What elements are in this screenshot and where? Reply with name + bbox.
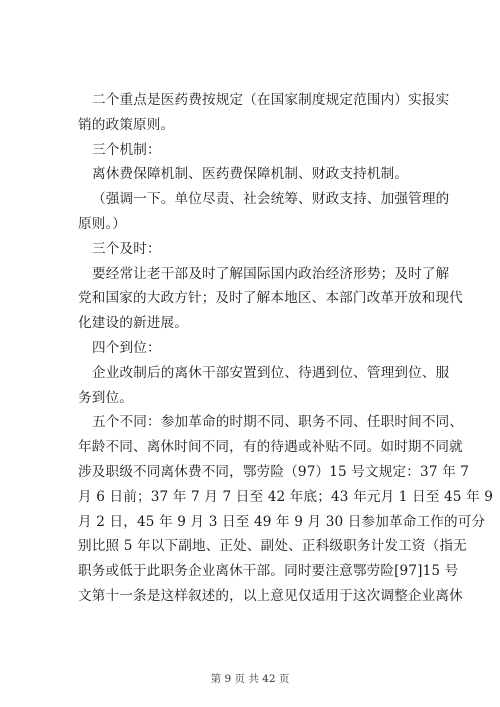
text-line: 月 2 日，45 年 9 月 3 日至 49 年 9 月 30 日参加革命工作的可分 bbox=[78, 513, 486, 530]
text-line: 月 6 日前；37 年 7 月 7 日至 42 年底；43 年元月 1 日至 45 年 9 bbox=[78, 488, 494, 505]
text-line: 原则。） bbox=[78, 215, 127, 232]
text-line: 要经常让老干部及时了解国际国内政治经济形势；及时了解 bbox=[92, 265, 450, 282]
text-line: 文第十一条是这样叙述的，以上意见仅适用于这次调整企业离休 bbox=[78, 587, 463, 604]
text-line: 四个到位： bbox=[92, 339, 161, 356]
text-line: 务到位。 bbox=[78, 389, 133, 406]
document-body bbox=[78, 88, 494, 609]
text-line: 销的政策原则。 bbox=[78, 116, 175, 133]
text-line: 五个不同：参加革命的时期不同、职务不同、任职时间不同、 bbox=[92, 414, 464, 431]
text-line: 三个及时： bbox=[92, 240, 161, 257]
text-line: 二个重点是医药费按规定（在国家制度规定范围内）实报实 bbox=[92, 92, 450, 108]
text-line: 三个机制： bbox=[92, 141, 161, 158]
text-line: 年龄不同、离休时间不同，有的待遇或补贴不同。如时期不同就 bbox=[78, 439, 463, 456]
text-line: 化建设的新进展。 bbox=[78, 315, 188, 332]
text-line: 涉及职级不同离休费不同，鄂劳险（97）15 号文规定：37 年 7 bbox=[78, 463, 470, 480]
text-line: 党和国家的大政方针；及时了解本地区、本部门改革开放和现代 bbox=[78, 290, 463, 307]
text-line: 离休费保障机制、医药费保障机制、财政支持机制。 bbox=[92, 166, 409, 183]
text-line: 别比照 5 年以下副地、正处、副处、正科级职务计发工资（指无 bbox=[78, 538, 467, 555]
text-line: 职务或低于此职务企业离休干部。同时要注意鄂劳险[97]15 号 bbox=[78, 563, 459, 580]
page-number-footer: 第 9 页 共 42 页 bbox=[210, 673, 290, 685]
text-line: （强调一下。单位尽责、社会统筹、财政支持、加强管理的 bbox=[92, 191, 450, 208]
text-line: 企业改制后的离休干部安置到位、待遇到位、管理到位、服 bbox=[92, 364, 450, 381]
